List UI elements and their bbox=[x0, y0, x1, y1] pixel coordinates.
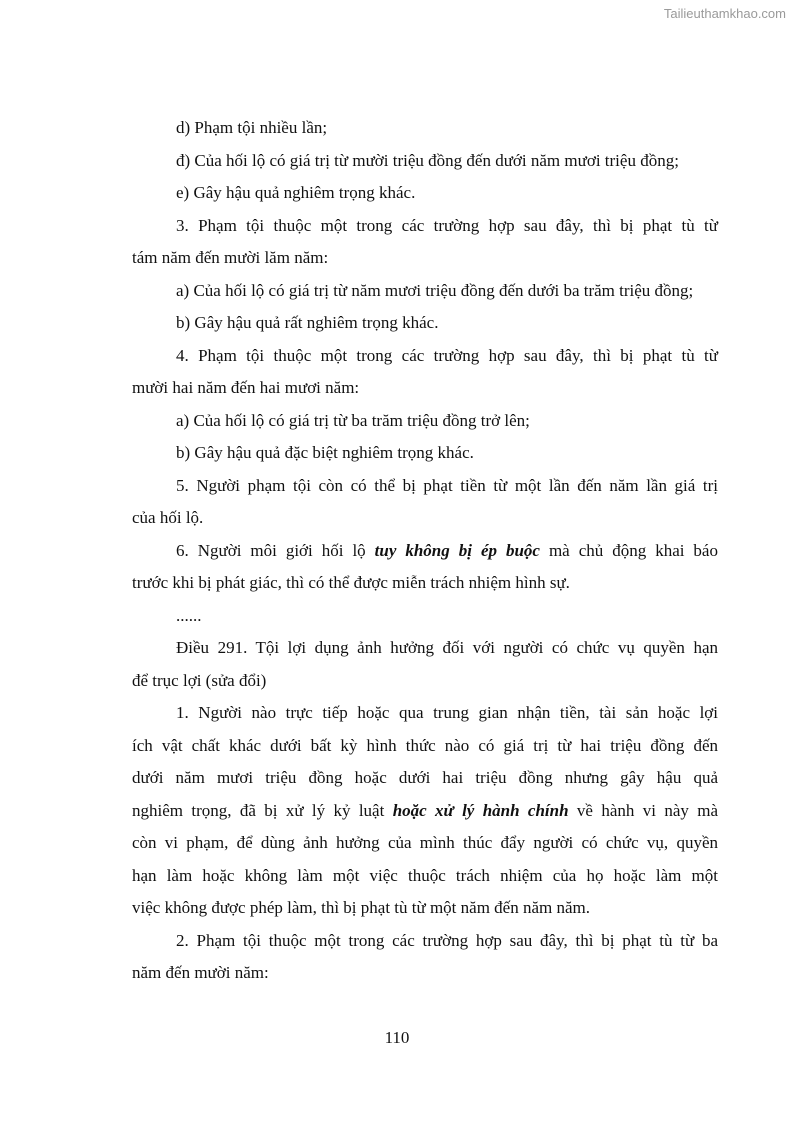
line-dd: đ) Của hối lộ có giá trị từ mười triệu đồng đến dưới năm mươi triệu đồng; bbox=[176, 150, 679, 170]
clause-6-text-a: 6. Người môi giới hối lộ bbox=[176, 540, 375, 560]
article-291-clause-1-line-2: ích vật chất khác dưới bất kỳ hình thức nào có giá trị từ hai triệu đồng đến bbox=[132, 735, 718, 755]
clause-6-line-2: trước khi bị phát giác, thì có thể được miễn trách nhiệm hình sự. bbox=[132, 573, 570, 592]
clause-4-a: a) Của hối lộ có giá trị từ ba trăm triệu đồng trở lên; bbox=[176, 410, 530, 430]
article-291-clause-1-line-7: việc không được phép làm, thì bị phạt tù từ một năm đến năm năm. bbox=[132, 898, 590, 917]
article-291-clause-1-line-1: 1. Người nào trực tiếp hoặc qua trung gian nhận tiền, tài sản hoặc lợi bbox=[176, 703, 718, 722]
clause-4-line-1: 4. Phạm tội thuộc một trong các trường hợp sau đây, thì bị phạt tù từ bbox=[176, 345, 718, 365]
clause-4-line-2: mười hai năm đến hai mươi năm: bbox=[132, 378, 360, 397]
clause-3-a: a) Của hối lộ có giá trị từ năm mươi triệu đồng đến dưới ba trăm triệu đồng; bbox=[176, 280, 694, 300]
clause-1-emphasis: hoặc xử lý hành chính bbox=[392, 800, 569, 820]
clause-3-b: b) Gây hậu quả rất nghiêm trọng khác. bbox=[176, 313, 439, 332]
article-291-clause-1-line-4 bbox=[132, 795, 718, 828]
clause-1-text-c: về hành vi này mà bbox=[568, 800, 718, 820]
line-e: e) Gây hậu quả nghiêm trọng khác. bbox=[176, 183, 416, 202]
article-291-title-line-2: để trục lợi (sửa đổi) bbox=[132, 670, 267, 690]
ellipsis: ...... bbox=[176, 605, 202, 625]
article-291-title-line-1: Điều 291. Tội lợi dụng ảnh hưởng đối với người có chức vụ quyền hạn bbox=[176, 638, 718, 657]
article-291-clause-1-line-3: dưới năm mươi triệu đồng hoặc dưới hai triệu đồng nhưng gây hậu quả bbox=[132, 768, 718, 787]
clause-6-line-1 bbox=[132, 535, 718, 568]
clause-3-line-1: 3. Phạm tội thuộc một trong các trường hợp sau đây, thì bị phạt tù từ bbox=[176, 215, 718, 235]
clause-5-line-2: của hối lộ. bbox=[132, 508, 204, 527]
clause-1-text-a: nghiêm trọng, đã bị xử lý kỷ luật bbox=[132, 800, 393, 820]
line-d: d) Phạm tội nhiều lần; bbox=[176, 118, 328, 137]
clause-6-text-c: mà chủ động khai báo bbox=[539, 540, 718, 560]
page-number: 110 bbox=[384, 1028, 410, 1047]
clause-5-line-1: 5. Người phạm tội còn có thể bị phạt tiền từ một lần đến năm lần giá trị bbox=[176, 475, 718, 495]
article-291-clause-2-line-2: năm đến mười năm: bbox=[132, 963, 269, 982]
article-291-clause-1-line-6: hạn làm hoặc không làm một việc thuộc trách nhiệm của họ hoặc làm một bbox=[132, 865, 718, 885]
clause-4-b: b) Gây hậu quả đặc biệt nghiêm trọng khác. bbox=[176, 443, 474, 462]
clause-6-emphasis: tuy không bị ép buộc bbox=[374, 540, 540, 560]
article-291-clause-1-line-5: còn vi phạm, để dùng ảnh hưởng của mình thúc đẩy người có chức vụ, quyền bbox=[132, 833, 718, 852]
document-body bbox=[132, 112, 718, 990]
clause-3-line-2: tám năm đến mười lăm năm: bbox=[132, 248, 329, 267]
watermark: Tailieuthamkhao.com bbox=[663, 6, 786, 21]
article-291-clause-2-line-1: 2. Phạm tội thuộc một trong các trường hợp sau đây, thì bị phạt tù từ ba bbox=[176, 930, 718, 950]
